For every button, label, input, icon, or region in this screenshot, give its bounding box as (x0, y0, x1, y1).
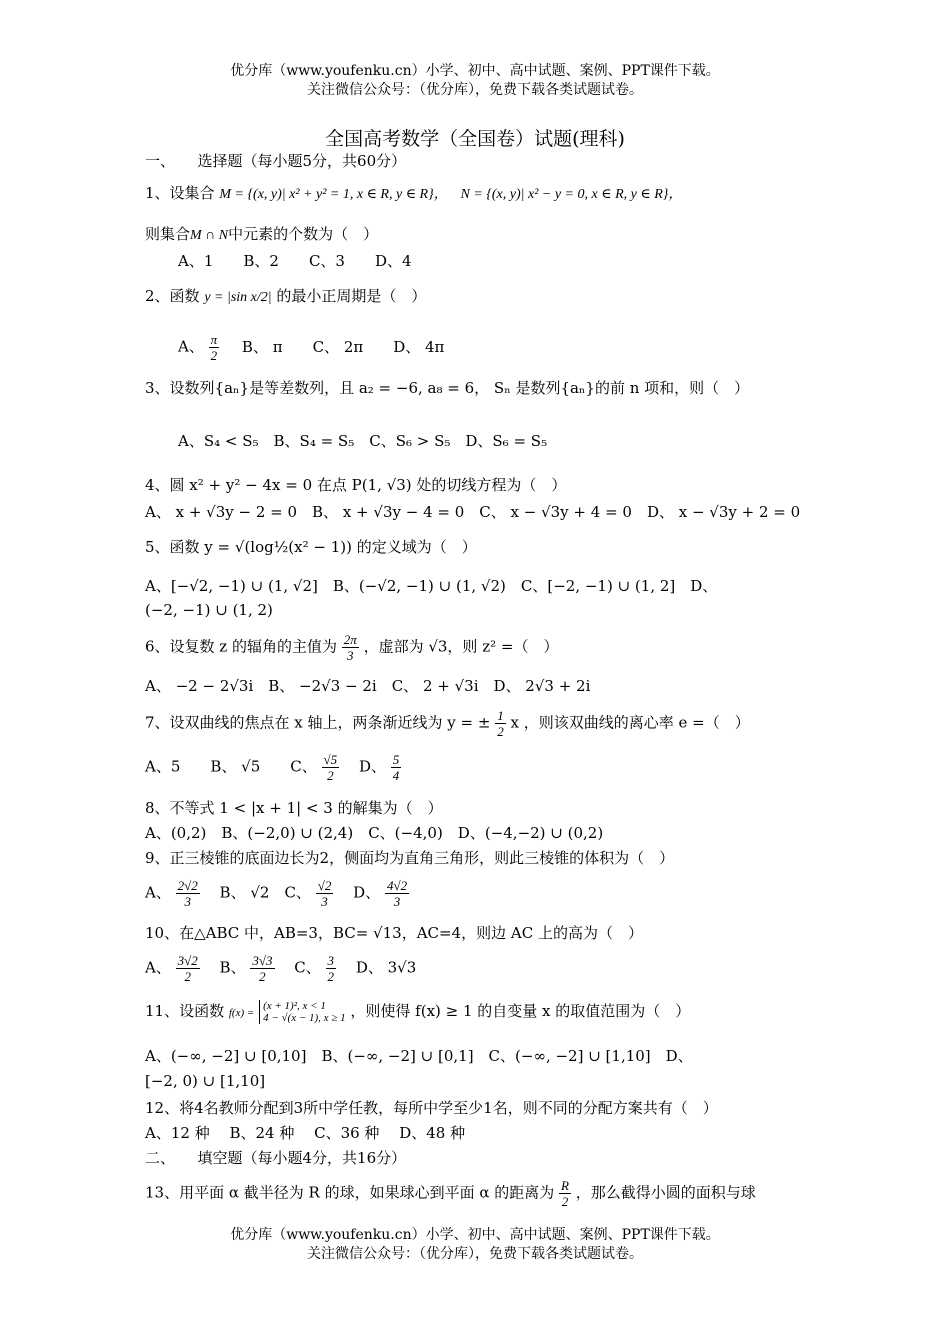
q7-d-num: 5 (392, 752, 400, 767)
q10-c-num: 3 (327, 953, 335, 968)
q13-den: 2 (561, 1194, 569, 1209)
q5-options-1: A、[−√2, −1) ∪ (1, √2] B、(−√2, −1) ∪ (1, √2) C、[−2, −1) ∪ (1, 2] D、 (145, 577, 718, 595)
question-9: 9、正三棱锥的底面边长为2，侧面均为直角三角形，则此三棱锥的体积为（ ） (145, 849, 675, 867)
question-8: 8、不等式 1 < |x + 1| < 3 的解集为（ ） (145, 799, 443, 817)
q1-line2-prefix: 则集合 (145, 225, 191, 243)
q10-option-b: B、 (204, 958, 246, 977)
question-3: 3、设数列{aₙ}是等差数列，且 a₂ = −6, a₈ = 6， Sₙ 是数列{aₙ}的前 n 项和，则（ ） (145, 379, 750, 397)
question-13 (145, 1178, 756, 1209)
q6-tail: ，虚部为 √3，则 z² =（ ） (363, 637, 559, 656)
q7-c-den: 2 (327, 768, 334, 783)
q2-tail: 的最小正周期是（ ） (276, 287, 427, 305)
q11-tail: ，则使得 f(x) ≥ 1 的自变量 x 的取值范围为（ ） (350, 1002, 691, 1020)
q11-piecewise (259, 1000, 346, 1024)
q7-d-den: 4 (392, 768, 400, 783)
q7-c-num: √5 (323, 752, 338, 767)
q2-func: y = |sin x/2| (204, 290, 272, 305)
q9-options (145, 878, 409, 909)
q6-num: 2π (343, 632, 357, 647)
q10-b-num: 3√3 (252, 953, 273, 968)
header-line-2: 关注微信公众号：（优分库），免费下载各类试题试卷。 (307, 82, 643, 98)
page-header (0, 62, 950, 100)
q9-d-fraction (385, 878, 409, 909)
q2-a-den: 2 (210, 348, 218, 363)
q7-option-d: D、 (343, 757, 386, 776)
q2-options-rest: B、 π C、 2π D、 4π (241, 337, 445, 356)
q9-c-den: 3 (321, 894, 328, 909)
q2-stem: 2、函数 (145, 287, 200, 305)
page-footer (0, 1226, 950, 1264)
q7-options-ab: A、5 B、 √5 C、 (145, 757, 317, 776)
q10-b-fraction (250, 953, 274, 984)
footer-line-2: 关注微信公众号：（优分库），免费下载各类试题试卷。 (307, 1246, 643, 1262)
q11-options-2: [−2, 0) ∪ [1,10] (145, 1072, 266, 1090)
q13-tail: ，那么截得小圆的面积与球 (575, 1183, 756, 1202)
q7-tail: x ，则该双曲线的离心率 e =（ ） (510, 713, 750, 732)
q11-stem: 11、设函数 (145, 1002, 225, 1020)
q10-options (145, 953, 416, 984)
q13-stem: 13、用平面 α 截半径为 R 的球，如果球心到平面 α 的距离为 (145, 1183, 555, 1202)
question-5: 5、函数 y = √(log½(x² − 1)) 的定义域为（ ） (145, 538, 477, 556)
q6-stem: 6、设复数 z 的辐角的主值为 (145, 637, 337, 656)
q1-set-n: N = {(x, y)| x² − y = 0, x ∈ R, y ∈ R}， (460, 187, 683, 202)
question-1 (145, 182, 682, 206)
q10-c-den: 2 (327, 969, 335, 984)
q7-fraction (495, 708, 506, 739)
q1-options: A、1 B、2 C、3 D、4 (178, 252, 412, 270)
q10-b-den: 2 (259, 969, 266, 984)
question-10: 10、在△ABC 中，AB=3，BC= √13，AC=4，则边 AC 上的高为（ ） (145, 924, 643, 942)
q10-option-d: D、 3√3 (340, 958, 417, 977)
q13-num: R (561, 1178, 569, 1193)
q9-a-fraction (176, 878, 200, 909)
q13-fraction (559, 1178, 571, 1209)
q6-fraction (342, 632, 359, 663)
q9-a-den: 3 (184, 894, 191, 909)
question-2 (145, 285, 426, 309)
page-title: 全国高考数学（全国卷）试题(理科) (325, 128, 625, 150)
q10-a-fraction (176, 953, 200, 984)
q9-d-den: 3 (393, 894, 401, 909)
q11-piece-2: 4 − √(x − 1), x ≥ 1 (263, 1012, 346, 1024)
q9-c-num: √2 (317, 878, 332, 893)
q2-option-a: A、 (178, 337, 204, 356)
q7-option-d-fraction (391, 752, 402, 783)
q7-options (145, 752, 401, 783)
q7-stem: 7、设双曲线的焦点在 x 轴上，两条渐近线为 y = ± (145, 713, 491, 732)
q11-options-1: A、(−∞, −2] ∪ [0,10] B、(−∞, −2] ∪ [0,1] C、(−∞, −2] ∪ [1,10] D、 (145, 1047, 693, 1065)
q6-options: A、 −2 − 2√3i B、 −2√3 − 2i C、 2 + √3i D、 2√3 + 2i (145, 677, 591, 695)
q9-a-num: 2√2 (177, 878, 198, 893)
q4-options: A、 x + √3y − 2 = 0 B、 x + √3y − 4 = 0 C、 x − √3y + 4 = 0 D、 x − √3y + 2 = 0 (145, 503, 801, 521)
question-6 (145, 632, 558, 663)
q1-set-m: M = {(x, y)| x² + y² = 1, x ∈ R, y ∈ R}， (219, 187, 448, 202)
q6-den: 3 (347, 648, 354, 663)
q7-num: 1 (497, 708, 504, 723)
footer-line-1: 优分库（www.youfenku.cn）小学、初中、高中试题、案例、PPT课件下载。 (230, 1227, 720, 1243)
header-line-1: 优分库（www.youfenku.cn）小学、初中、高中试题、案例、PPT课件下载。 (230, 63, 720, 79)
q10-option-c: C、 (279, 958, 321, 977)
q10-a-num: 3√2 (177, 953, 198, 968)
q1-expr: M ∩ N (190, 228, 229, 243)
q7-option-c-fraction (322, 752, 340, 783)
q9-c-fraction (316, 878, 334, 909)
q1-stem: 1、设集合 (145, 184, 215, 202)
section-heading-2: 二、 填空题（每小题4分，共16分） (145, 1149, 407, 1167)
q10-c-fraction (326, 953, 337, 984)
q9-option-a: A、 (145, 883, 171, 902)
q9-options-bc: B、 √2 C、 (204, 883, 311, 902)
question-11: 11、设函数 f(x) = (x + 1)², x < 1 4 − √(x − 1), x ≥ 1 ，则使得 f(x) ≥ 1 的自变量 x 的取值范围为（ ） (145, 1000, 691, 1024)
q1-line2-suffix: 中元素的个数为（ ） (228, 225, 379, 243)
question-4: 4、圆 x² + y² − 4x = 0 在点 P(1, √3) 处的切线方程为（ ） (145, 476, 567, 494)
q11-piece-1: (x + 1)², x < 1 (263, 1000, 326, 1012)
question-12: 12、将4名教师分配到3所中学任教，每所中学至少1名，则不同的分配方案共有（ ） (145, 1099, 718, 1117)
q2-options (178, 332, 444, 363)
q2-a-num: π (210, 332, 218, 347)
q3-options: A、S₄ < S₅ B、S₄ = S₅ C、S₆ > S₅ D、S₆ = S₅ (178, 432, 548, 450)
question-7 (145, 708, 750, 739)
q5-options-2: (−2, −1) ∪ (1, 2) (145, 601, 273, 619)
question-1-line-2 (145, 223, 378, 247)
q7-den: 2 (497, 724, 504, 739)
q10-option-a: A、 (145, 958, 171, 977)
q8-options: A、(0,2) B、(−2,0) ∪ (2,4) C、(−4,0) D、(−4,−2) ∪ (0,2) (145, 824, 604, 842)
q12-options: A、12 种 B、24 种 C、36 种 D、48 种 (145, 1124, 466, 1142)
q10-a-den: 2 (184, 969, 191, 984)
q9-option-d: D、 (338, 883, 381, 902)
section-heading-1: 一、 选择题（每小题5分，共60分） (145, 152, 407, 170)
q2-option-a-fraction (209, 332, 220, 363)
q9-d-num: 4√2 (386, 878, 408, 893)
